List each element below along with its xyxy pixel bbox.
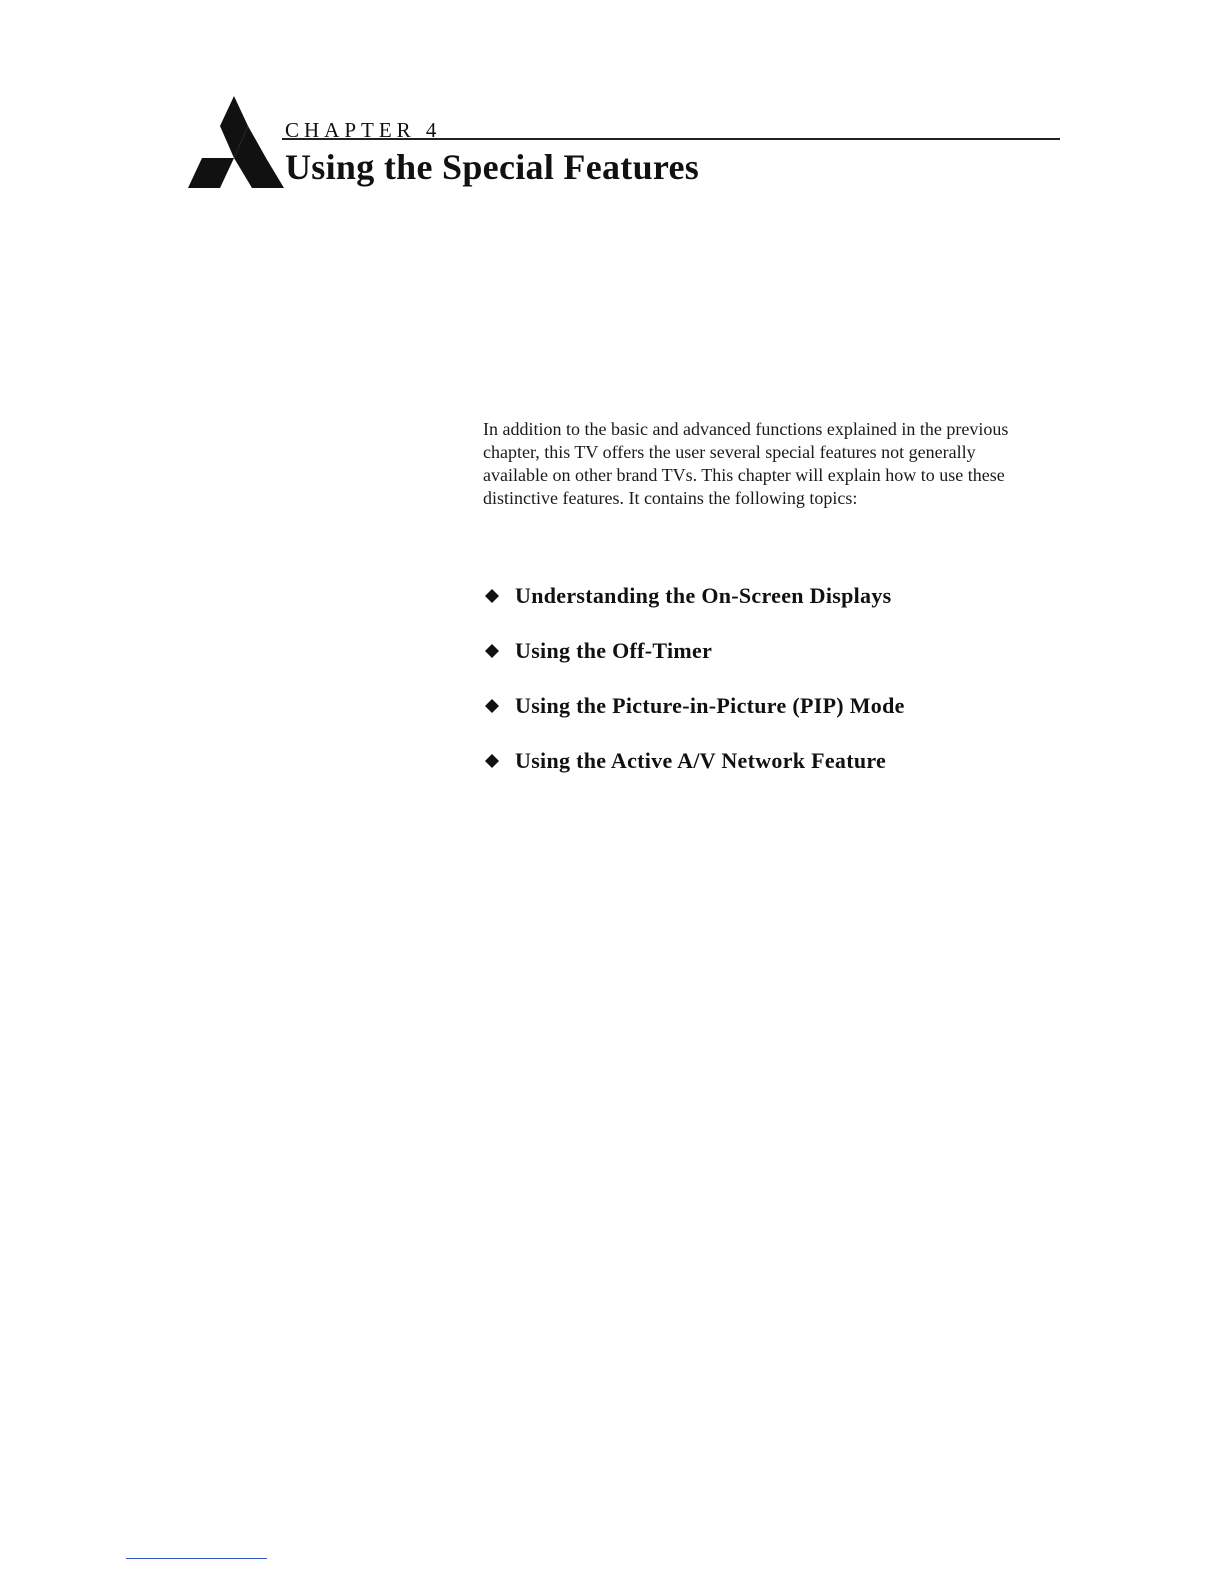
topic-label: Using the Picture-in-Picture (PIP) Mode: [515, 692, 905, 718]
topic-item: [485, 623, 1085, 678]
topic-list: [485, 568, 1085, 788]
chapter-rule: [282, 138, 1060, 140]
diamond-bullet-icon: [485, 644, 499, 658]
chapter-label: CHAPTER 4: [285, 118, 442, 142]
chapter-title: Using the Special Features: [285, 147, 700, 187]
topic-label: Understanding the On-Screen Displays: [515, 582, 892, 608]
diamond-bullet-icon: [485, 589, 499, 603]
topic-label: Using the Active A/V Network Feature: [515, 747, 887, 773]
topic-item: [485, 678, 1085, 733]
footer-rule: [126, 1558, 267, 1559]
diamond-bullet-icon: [485, 699, 499, 713]
three-diamond-logo-icon: [188, 96, 284, 188]
topic-item: [485, 733, 1085, 788]
topic-label: Using the Off-Timer: [515, 637, 713, 663]
intro-paragraph: In addition to the basic and advanced functions explained in the previous chapter, this TV offers the user several special features not generally available on other brand TVs. This chapter will explain how to use these distinctive features. It contains the following topics:: [483, 419, 1009, 508]
diamond-bullet-icon: [485, 754, 499, 768]
topic-item: [485, 568, 1085, 623]
